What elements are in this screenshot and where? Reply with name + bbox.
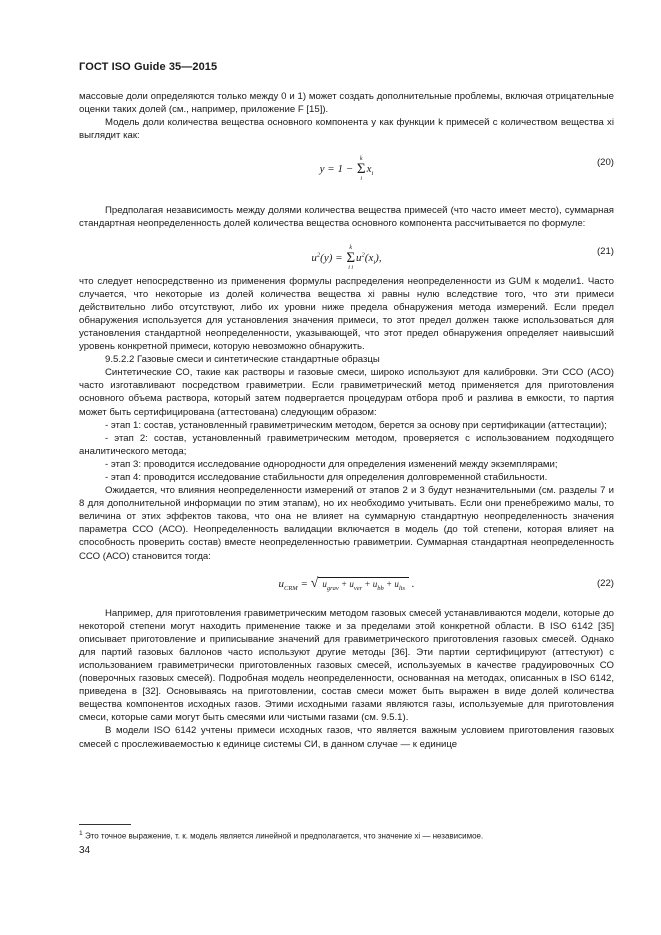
paragraph-1: массовые доли определяются только между 0 и 1) может создать дополнительные проблемы, включая отрицательные оценки таких долей (см., например, приложение F [15]).: [79, 91, 614, 116]
formula-number-21: (21): [596, 245, 614, 257]
formula-number-20: (20): [596, 157, 614, 169]
page-header: ГОСТ ISO Guide 35—2015: [79, 61, 218, 73]
list-item-stage-3: - этап 3: проводится исследование однородности для определения изменений между экземплярами;: [105, 458, 558, 470]
paragraph-6: Синтетические СО, такие как растворы и газовые смеси, широко используют для калибровки. Эти ССО (АСО) часто изготавливают посредством гравиметрии. Если гравиметрический метод применяется для приготовления основного объема раствора, который затем подвергается процедурам отбора проб и разлива в емкости, то партия может быть сертифицирована (аттестована) следующим образом:: [79, 367, 614, 418]
paragraph-4: что следует непосредственно из применения формулы распределения неопределенности из GUM к модели1. Часто случается, что некоторые из долей количества вещества xi равны нулю вследствие того, что эти примеси действительно либо отсутствуют, либо их уровни ниже предела обнаружения метода измерений. Если предел обнаружения используется для установления значения примеси, то этот предел должен также использоваться для установления стандартной неопределенности, указывающей, что этот предел обнаружения определяет наивысший уровень конкретной примеси, которую невозможно обнаружить.: [79, 275, 614, 353]
section-heading-9-5-2-2: 9.5.2.2 Газовые смеси и синтетические стандартные образцы: [105, 354, 380, 366]
paragraph-3: Предполагая независимость между долями количества вещества примесей (что часто имеет место), суммарная стандартная неопределенность долей количества вещества основного компонента рассчитывается по формуле:: [79, 205, 614, 230]
document-body: [79, 90, 614, 751]
formula-20: y = 1 − k Σ i $x_i$ (20): [319, 156, 614, 183]
paragraph-11: Ожидается, что влияния неопределенности измерений от этапов 2 и 3 будут незначительными (см. разделы 7 и 8 для дополнительной информации по этим этапам), но их необходимо учитывать. Если они пренебрежимо малы, то величина от этих эффектов такова, что она не влияет на суммарную стандартную неопределенность значения параметра ССО (АСО). Неопределенность валидации включается в модель (до той степени, которая влияет на способность проверить состав) вместе неопределенностью гравиметрии. Суммарная стандартная неопределенность ССО (АСО) становится тогда:: [79, 485, 614, 562]
footnote: [79, 828, 614, 842]
paragraph-2: Модель доли количества вещества основного компонента y как функции k примесей с количеством вещества xi выглядит как:: [79, 117, 614, 142]
formula-21: $u^2(y)$ = k Σ i i $u^2(x_i)$, (21): [311, 244, 614, 271]
list-item-stage-2: - этап 2: состав, установленный гравиметрическим методом, проверяется с использованием подходящего аналитического метода;: [79, 432, 614, 457]
list-item-stage-1: - этап 1: состав, установленный гравиметрическим методом, берется за основу при сертификации (аттестации);: [105, 419, 607, 431]
formula-22: $u_{CRM}$ = √ $u_{grav} + u_{ver} + u_{bb} + u_{lts}$ . (22): [79, 569, 614, 603]
paragraph-12: Например, для приготовления гравиметрическим методом газовых смесей устанавливаются модели, которые до некоторой степени могут находить применение также и за пределами этой конкретной области. В ISO 6142 [35] описывает приготовление и приписывание значений для гравиметрического приготовления газовых смесей. Однако для партий газовых баллонов часто используют другие методы [36]. Эти партии сертифицируют (аттестуют) с использованием гравиметрически приготовленных газовых смесей, используемых в качестве градуировочных СО (поверочных газовых смесей). Подробная модель неопределенности, основанная на методах, описанных в ISO 6142, приведена в [32]. Основываясь на приготовлении, состав смеси может быть выражен в виде долей количества вещества компонентов исходных газов. Этими исходными газами являются газы, используемые для приготовления смеси, которые сами могут быть смесями или чистыми газами (см. 9.5.1).: [79, 607, 614, 724]
footnote-divider: [79, 824, 131, 825]
formula-number-22: (22): [596, 577, 614, 589]
page-number: 34: [79, 845, 91, 856]
footnote-mark: 1: [79, 830, 83, 837]
list-item-stage-4: - этап 4: проводится исследование стабильности для определения долговременной стабильности.: [105, 471, 548, 483]
paragraph-13: В модели ISO 6142 учтены примеси исходных газов, что является важным условием приготовления газовых смесей с прослеживаемостью к единице системы СИ, в данном случае — к единице: [79, 725, 614, 750]
footnote-text: Это точное выражение, т. к. модель является линейной и предполагается, что значение xi — независимое.: [84, 831, 484, 841]
